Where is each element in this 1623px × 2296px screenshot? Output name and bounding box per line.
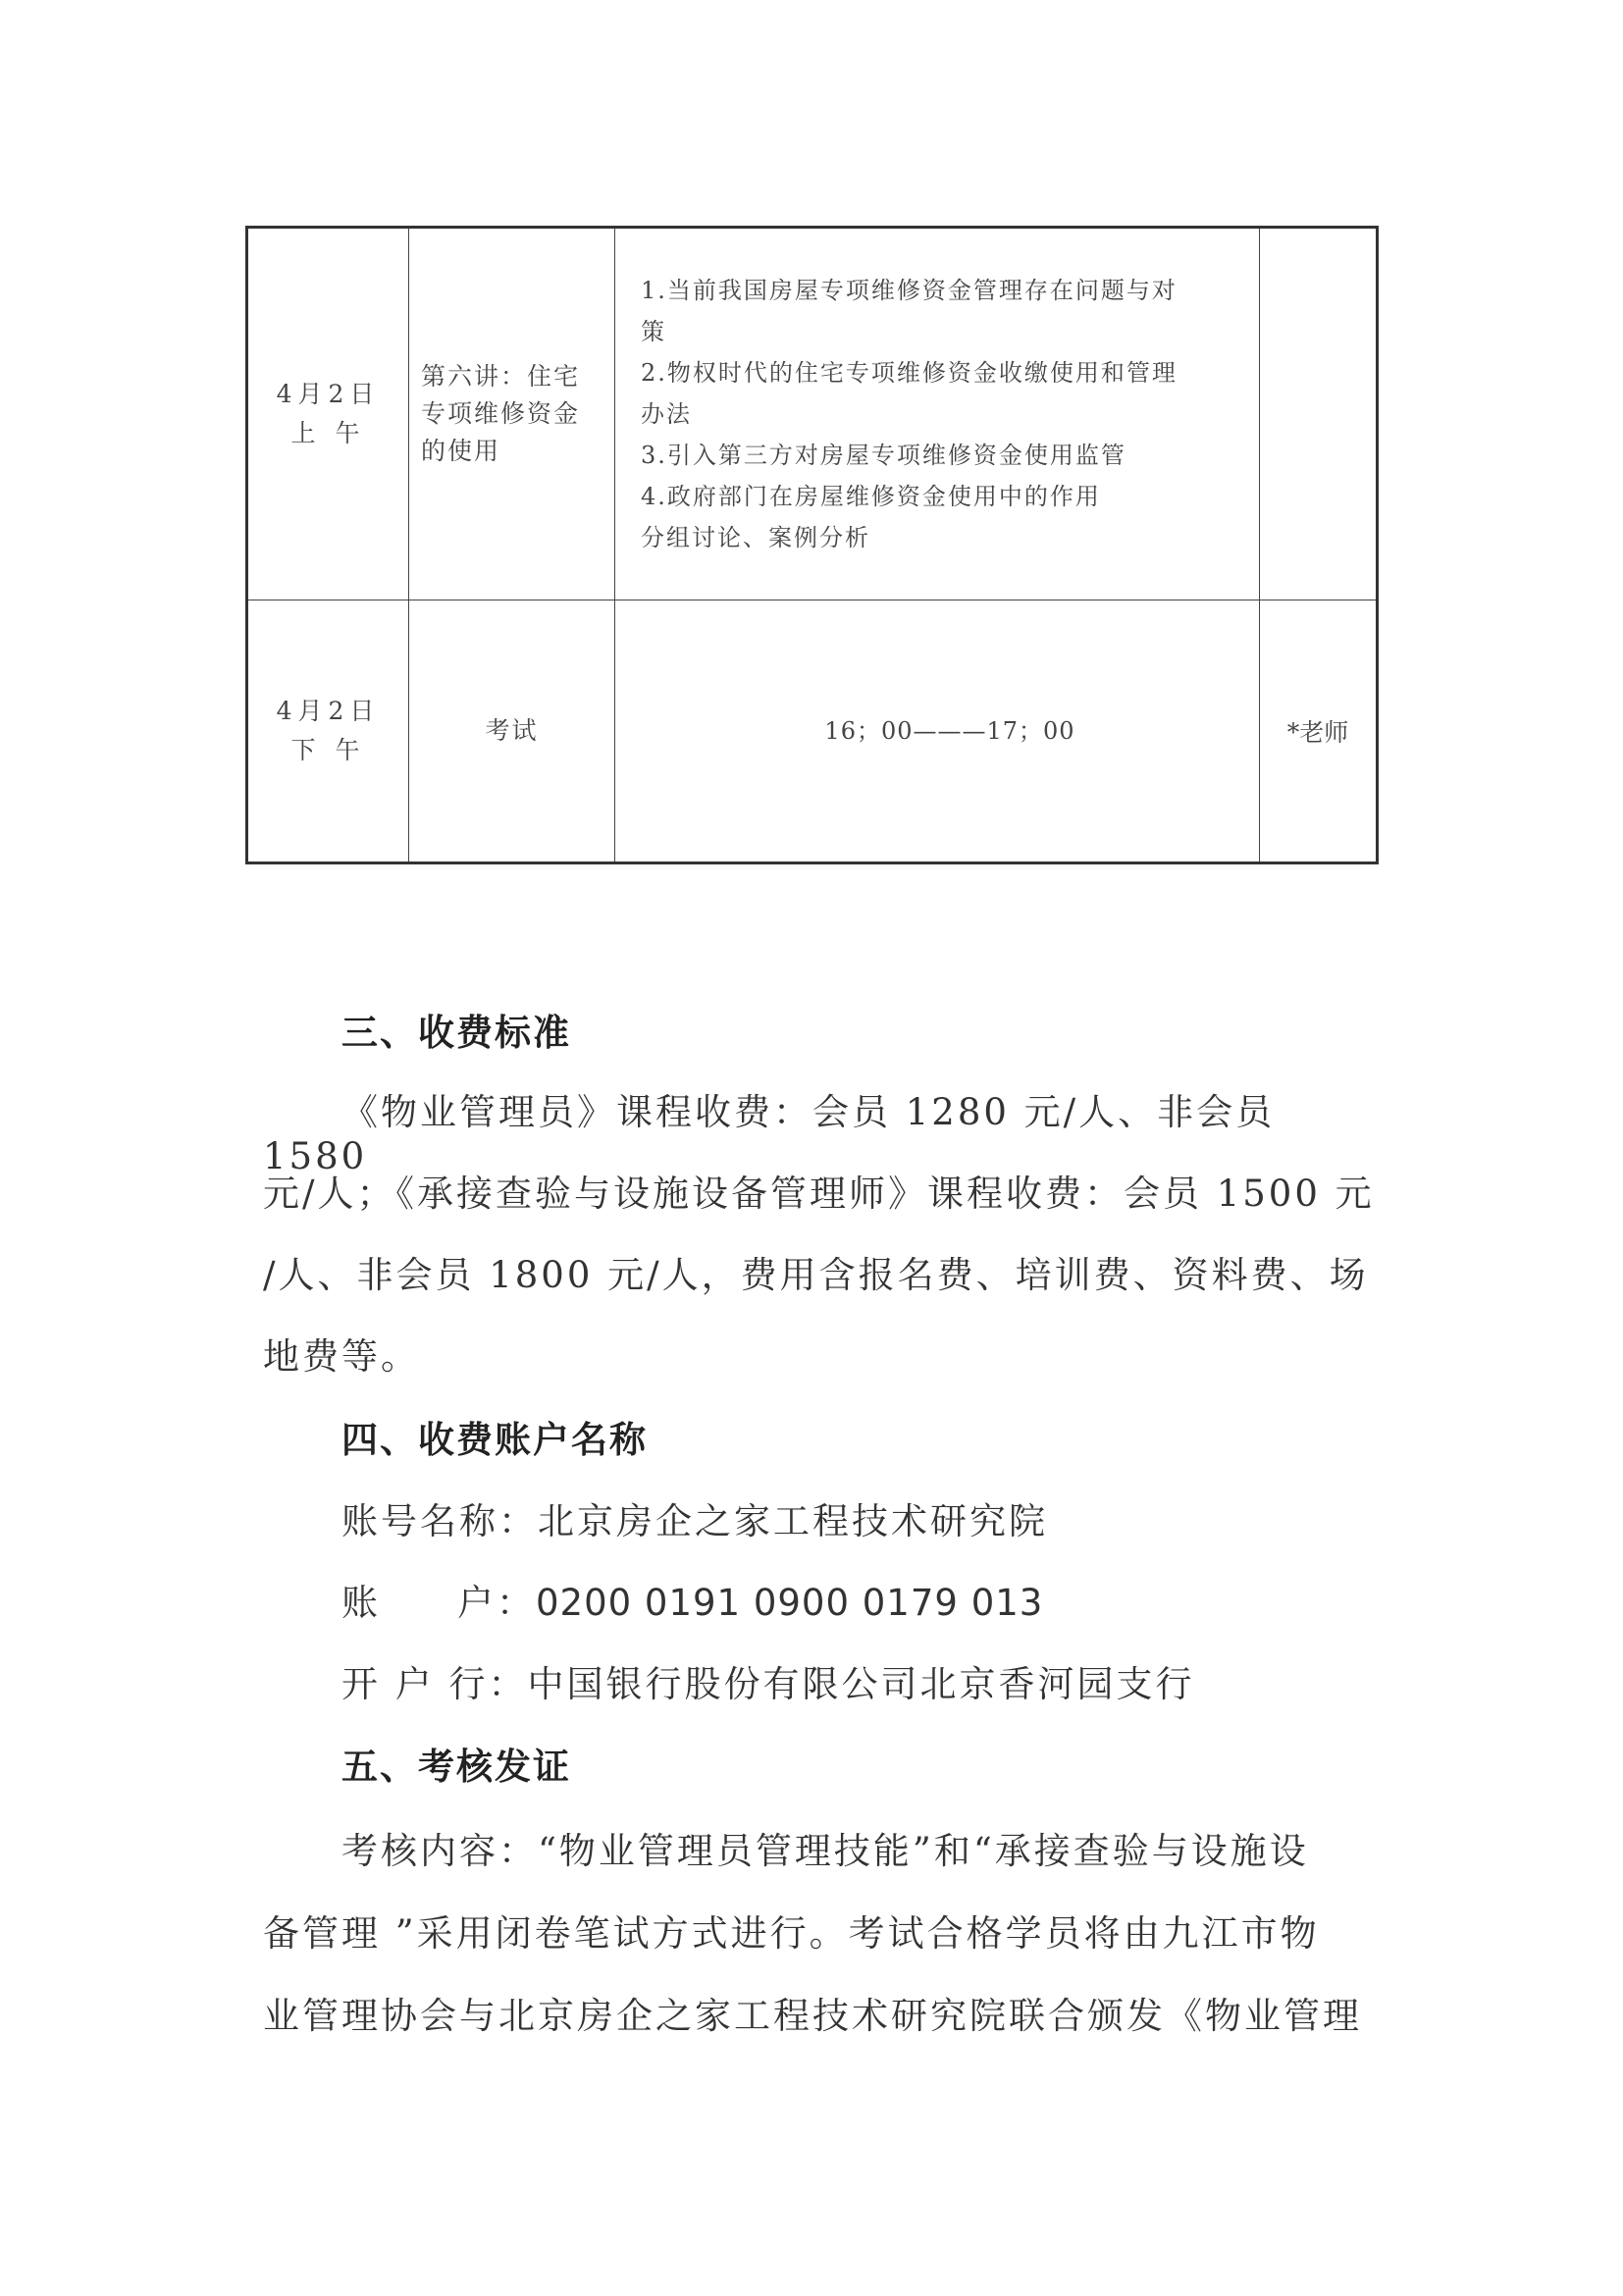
content-cell <box>615 600 1260 863</box>
content-line: 1.当前我国房屋专项维修资金管理存在问题与对 <box>641 277 1178 304</box>
account-label: 账 <box>341 1582 381 1624</box>
account-label-suffix: 户： <box>457 1582 536 1624</box>
date-text: 4月2日 <box>276 380 381 408</box>
exam-line: 考核内容：“物业管理员管理技能”和“承接查验与设施设 <box>341 1830 1309 1872</box>
account-number: 0200 0191 0900 0179 013 <box>536 1582 1044 1624</box>
table-row <box>247 228 1378 600</box>
account-number-line <box>341 1573 1043 1626</box>
fee-line: 地费等。 <box>263 1335 420 1378</box>
topic-line: 考试 <box>485 716 539 745</box>
exam-heading: 五、考核发证 <box>341 1746 571 1788</box>
fee-line: 元/人；《承接查验与设施设备管理师》课程收费：会员 1500 元 <box>263 1173 1375 1215</box>
account-name-line: 账号名称：北京房企之家工程技术研究院 <box>341 1500 1048 1542</box>
content-line: 策 <box>641 318 666 345</box>
exam-line: 业管理协会与北京房企之家工程技术研究院联合颁发《物业管理 <box>263 1995 1362 2037</box>
period-text: 上 午 <box>290 419 366 447</box>
fee-line: /人、非会员 1800 元/人，费用含报名费、培训费、资料费、场 <box>263 1254 1369 1296</box>
bank-line <box>341 1654 1195 1707</box>
content-line: 分组讨论、案例分析 <box>641 524 870 551</box>
content-line: 2.物权时代的住宅专项维修资金收缴使用和管理 <box>641 359 1178 387</box>
fee-line: 《物业管理员》课程收费：会员 1280 元/人、非会员 1580 <box>263 1091 1276 1177</box>
schedule-table <box>245 226 1379 864</box>
date-text: 4月2日 <box>276 697 381 725</box>
teacher-cell <box>1260 228 1378 600</box>
content-cell <box>615 228 1260 600</box>
period-text: 下 午 <box>290 736 366 764</box>
account-heading: 四、收费账户名称 <box>341 1419 648 1461</box>
topic-cell <box>409 600 615 863</box>
fee-heading: 三、收费标准 <box>341 1012 571 1054</box>
bank-label: 开 户 行： <box>341 1663 528 1705</box>
content-line: 4.政府部门在房屋维修资金使用中的作用 <box>641 483 1101 510</box>
exam-time: 16；00———17；00 <box>824 717 1075 745</box>
date-cell <box>247 600 409 863</box>
topic-cell <box>409 228 615 600</box>
content-line: 3.引入第三方对房屋专项维修资金使用监管 <box>641 442 1126 469</box>
topic-line: 的使用 <box>421 437 501 465</box>
topic-line: 第六讲：住宅 <box>421 362 581 391</box>
table-row <box>247 600 1378 863</box>
bank-name: 中国银行股份有限公司北京香河园支行 <box>527 1663 1195 1705</box>
teacher-cell: *老师 <box>1260 600 1378 863</box>
exam-line: 备管理 ”采用闭卷笔试方式进行。考试合格学员将由九江市物 <box>263 1912 1320 1955</box>
content-line: 办法 <box>641 400 692 428</box>
topic-line: 专项维修资金 <box>421 399 581 428</box>
date-cell <box>247 228 409 600</box>
